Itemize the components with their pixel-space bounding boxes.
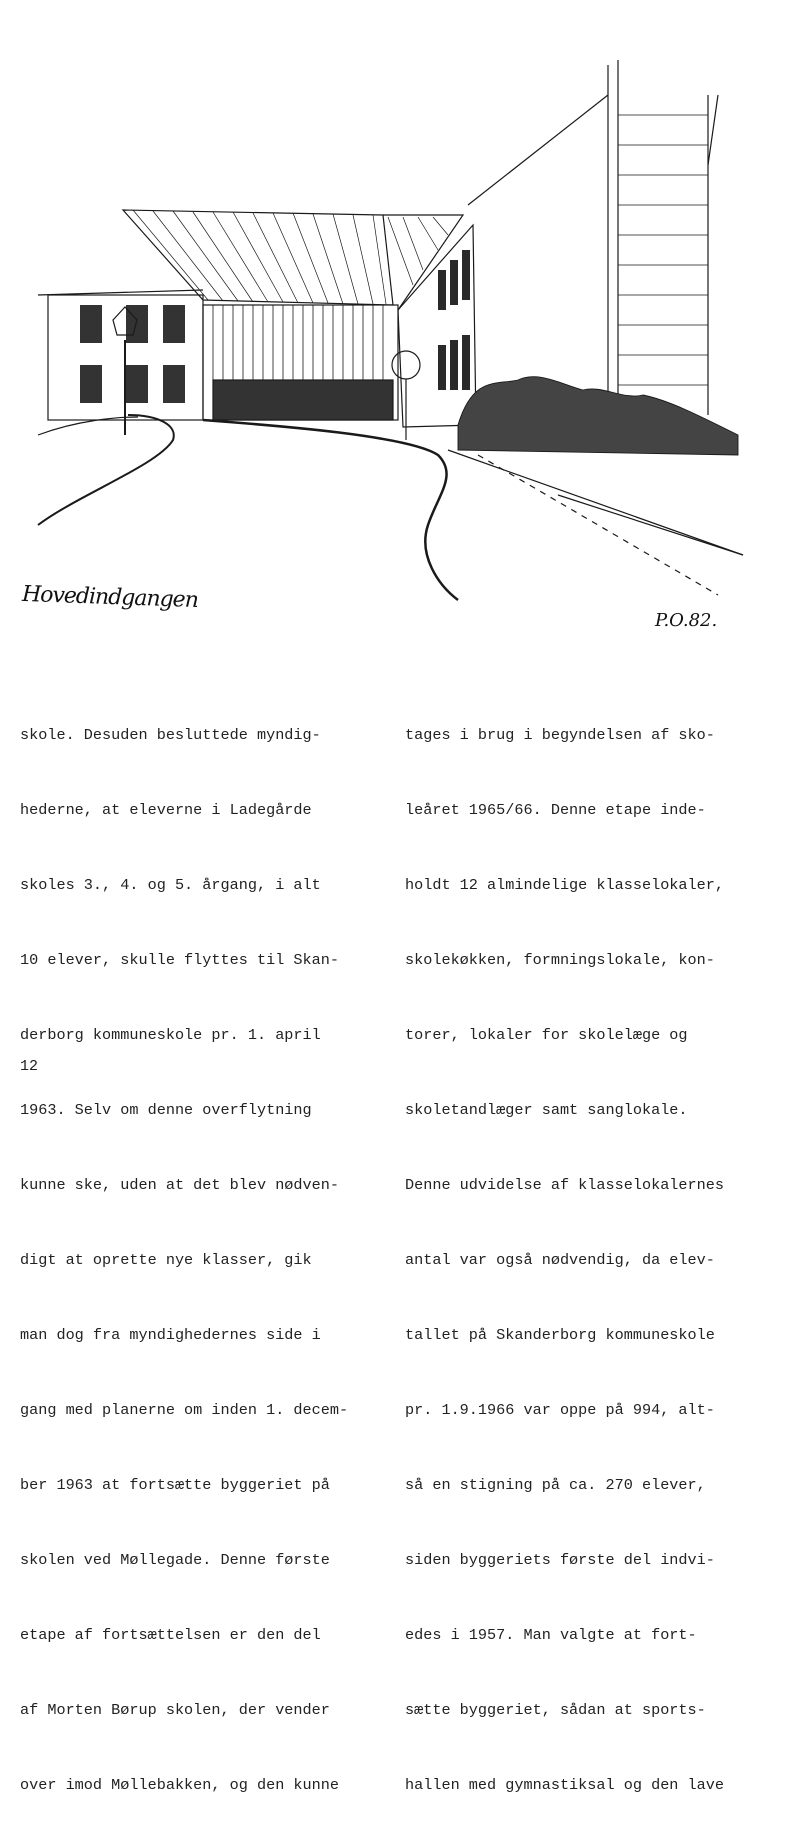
text-line: antal var også nødvendig, da elev- — [405, 1251, 715, 1269]
text-line: skoles 3., 4. og 5. årgang, i alt — [20, 876, 321, 894]
text-line: skole. Desuden besluttede myndig- — [20, 726, 321, 744]
text-line: digt at oprette nye klasser, gik — [20, 1251, 312, 1269]
school-entrance-sketch — [18, 55, 783, 645]
text-line: kunne ske, uden at det blev nødven- — [20, 1176, 339, 1194]
page-number: 12 — [20, 1058, 39, 1075]
text-line: man dog fra myndighedernes side i — [20, 1326, 321, 1344]
text-line: torer, lokaler for skolelæge og — [405, 1026, 688, 1044]
text-line: holdt 12 almindelige klasselokaler, — [405, 876, 724, 894]
text-line: over imod Møllebakken, og den kunne — [20, 1776, 339, 1794]
text-line: edes i 1957. Man valgte at fort- — [405, 1626, 697, 1644]
text-line: gang med planerne om inden 1. decem- — [20, 1401, 349, 1419]
text-line: 1963. Selv om denne overflytning — [20, 1101, 312, 1119]
text-line: hederne, at eleverne i Ladegårde — [20, 801, 312, 819]
text-line: etape af fortsættelsen er den del — [20, 1626, 321, 1644]
left-text-column — [20, 673, 380, 1823]
text-line: siden byggeriets første del indvi- — [405, 1551, 715, 1569]
text-line: skoletandlæger samt sanglokale. — [405, 1101, 688, 1119]
text-line: af Morten Børup skolen, der vender — [20, 1701, 330, 1719]
text-line: skolekøkken, formningslokale, kon- — [405, 951, 715, 969]
text-line: hallen med gymnastiksal og den lave — [405, 1776, 724, 1794]
text-line: så en stigning på ca. 270 elever, — [405, 1476, 706, 1494]
text-line: Denne udvidelse af klasselokalernes — [405, 1176, 724, 1194]
text-line: 10 elever, skulle flyttes til Skan- — [20, 951, 339, 969]
text-line: ber 1963 at fortsætte byggeriet på — [20, 1476, 330, 1494]
text-line: derborg kommuneskole pr. 1. april — [20, 1026, 321, 1044]
text-line: tallet på Skanderborg kommuneskole — [405, 1326, 715, 1344]
artist-signature: P.O.82. — [655, 610, 718, 631]
text-line: pr. 1.9.1966 var oppe på 994, alt- — [405, 1401, 715, 1419]
text-line: skolen ved Møllegade. Denne første — [20, 1551, 330, 1569]
text-line: tages i brug i begyndelsen af sko- — [405, 726, 715, 744]
text-line: sætte byggeriet, sådan at sports- — [405, 1701, 706, 1719]
right-text-column — [405, 673, 765, 1823]
text-line: leåret 1965/66. Denne etape inde- — [405, 801, 706, 819]
illustration-caption: Hovedindgangen — [21, 581, 199, 614]
